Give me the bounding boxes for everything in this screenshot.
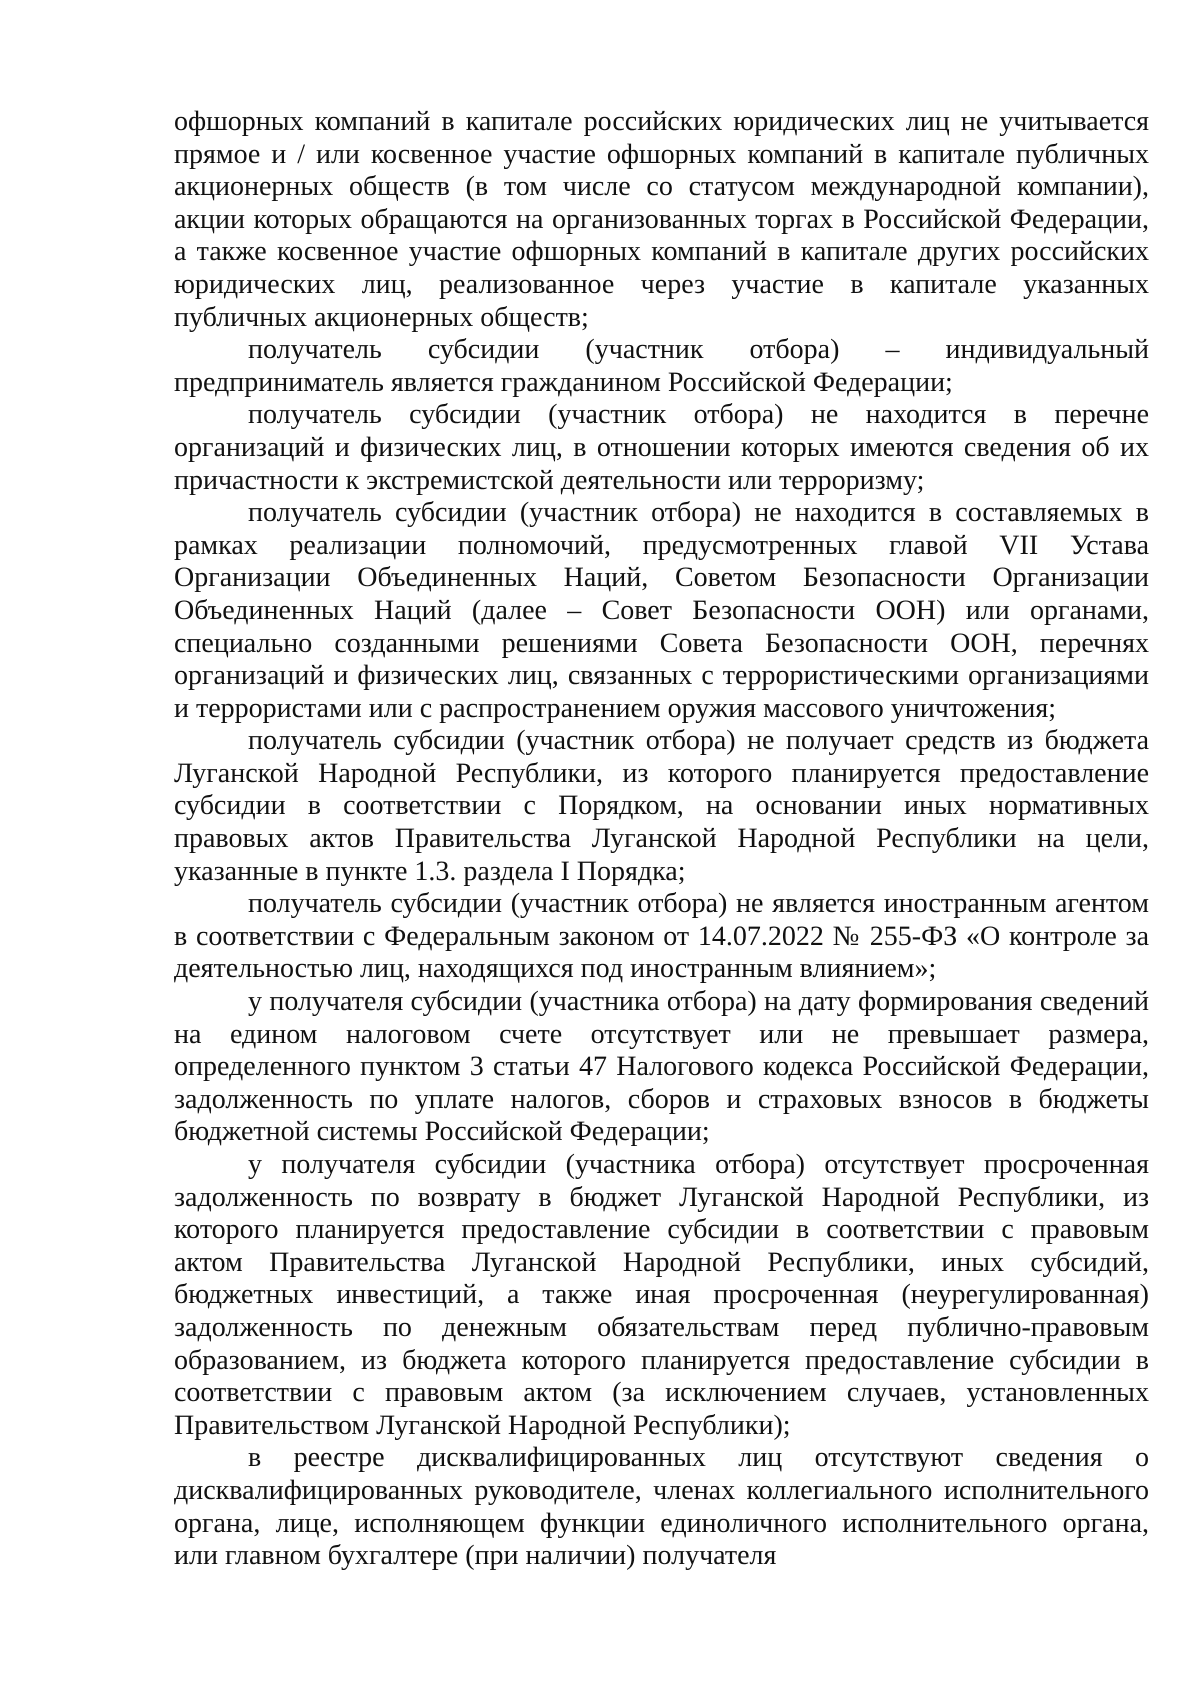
paragraph-foreign-agent: получатель субсидии (участник отбора) не является иностранным агентом в соответствии с Федеральным законом от 14.07.2022 № 255-ФЗ «О контроле за деятельностью лиц, находящихся под иностранным влиянием»; xyxy=(174,888,1149,985)
paragraph-un-security-council-lists: получатель субсидии (участник отбора) не находится в составляемых в рамках реализации полномочий, предусмотренных главой VII Устава Организации Объединенных Наций, Советом Безопасности Организации Объединенных Наций (далее – Совет Безопасности ООН) или органами, специально созданными решениями Совета Безопасности ООН, перечнях организаций и физических лиц, связанных с террористическими организациями и террористами или с распространением оружия массового уничтожения; xyxy=(174,497,1149,724)
paragraph-extremism-list: получатель субсидии (участник отбора) не находится в перечне организаций и физических лиц, в отношении которых имеются сведения об их причастности к экстремистской деятельности или терроризму; xyxy=(174,399,1149,496)
paragraph-overdue-debt: у получателя субсидии (участника отбора) отсутствует просроченная задолженность по возврату в бюджет Луганской Народной Республики, из которого планируется предоставление субсидии в соответствии с правовым актом Правительства Луганской Народной Республики, иных субсидий, бюджетных инвестиций, а также иная просроченная (неурегулированная) задолженность по денежным обязательствам перед публично-правовым образованием, из бюджета которого планируется предоставление субсидии в соответствии с правовым актом (за исключением случаев, установленных Правительством Луганской Народной Республики); xyxy=(174,1149,1149,1441)
paragraph-disqualified-persons: в реестре дисквалифицированных лиц отсутствуют сведения о дисквалифицированных руководителе, членах коллегиального исполнительного органа, лице, исполняющем функции единоличного исполнительного органа, или главном бухгалтере (при наличии) получателя xyxy=(174,1442,1149,1572)
paragraph-tax-debt: у получателя субсидии (участника отбора) на дату формирования сведений на едином налоговом счете отсутствует или не превышает размера, определенного пунктом 3 статьи 47 Налогового кодекса Российской Федерации, задолженность по уплате налогов, сборов и страховых взносов в бюджеты бюджетной системы Российской Федерации; xyxy=(174,986,1149,1148)
paragraph-offshore-participation: офшорных компаний в капитале российских юридических лиц не учитывается прямое и / или косвенное участие офшорных компаний в капитале публичных акционерных обществ (в том числе со статусом международной компании), акции которых обращаются на организованных торгах в Российской Федерации, а также косвенное участие офшорных компаний в капитале других российских юридических лиц, реализованное через участие в капитале указанных публичных акционерных обществ; xyxy=(174,106,1149,333)
paragraph-entrepreneur-citizenship: получатель субсидии (участник отбора) – индивидуальный предприниматель является гражданином Российской Федерации; xyxy=(174,334,1149,398)
document-page xyxy=(174,106,1149,1573)
paragraph-budget-funds: получатель субсидии (участник отбора) не получает средств из бюджета Луганской Народной Республики, из которого планируется предоставление субсидии в соответствии с Порядком, на основании иных нормативных правовых актов Правительства Луганской Народной Республики на цели, указанные в пункте 1.3. раздела I Порядка; xyxy=(174,725,1149,887)
